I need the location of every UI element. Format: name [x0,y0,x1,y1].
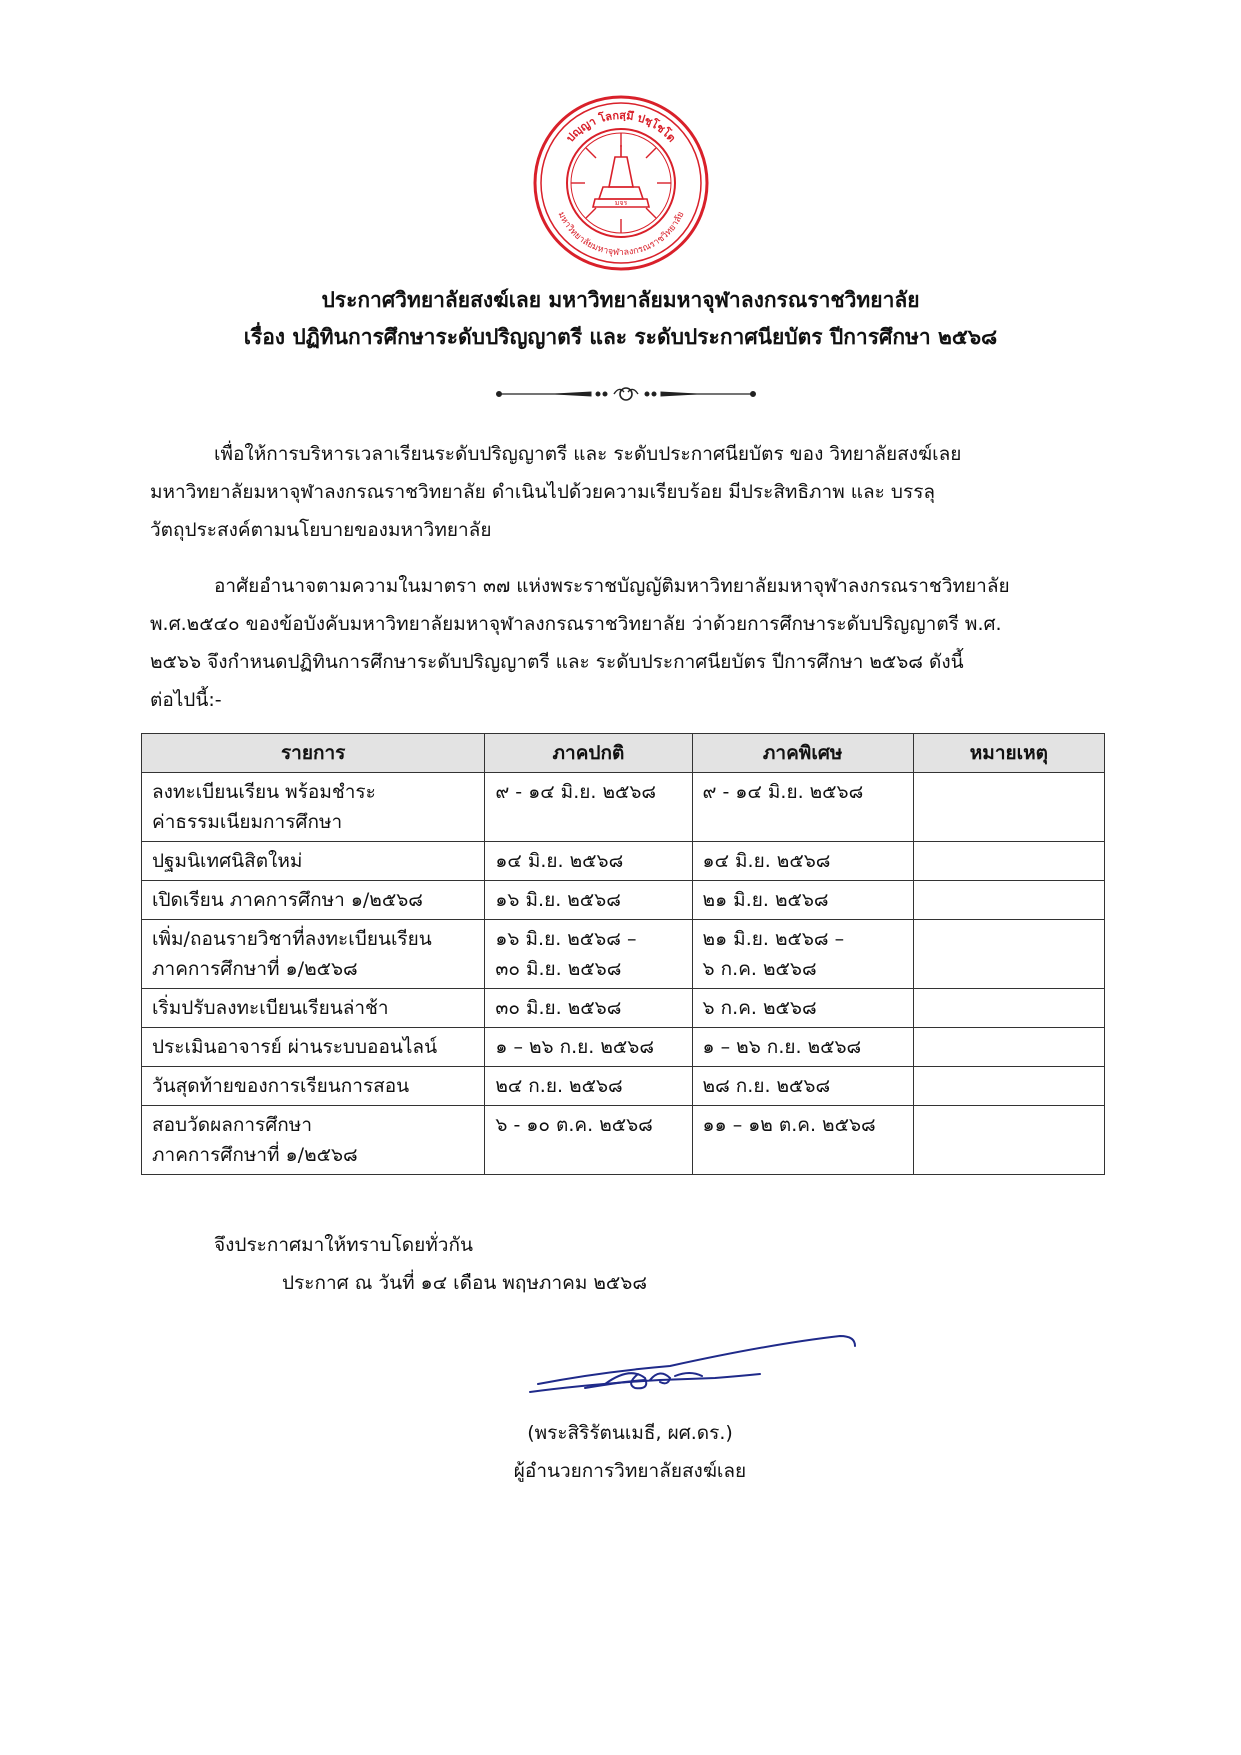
cell-text: ๖ - ๑๐ ต.ค. ๒๕๖๘ [495,1114,653,1136]
paragraph-line: วัตถุประสงค์ตามนโยบายของมหาวิทยาลัย [150,519,492,541]
row-note-cell [913,842,1104,881]
cell-text: เปิดเรียน ภาคการศึกษา ๑/๒๕๖๘ [152,889,423,911]
row-special-date-cell [692,881,913,920]
column-header-note: หมายเหตุ [913,734,1104,773]
cell-text: ๒๑ มิ.ย. ๒๕๖๘ – [702,928,845,950]
row-item-cell [142,842,485,881]
cell-text: เพิ่ม/ถอนรายวิชาที่ลงทะเบียนเรียน [152,928,432,950]
row-note-cell [913,881,1104,920]
cell-text: ภาคการศึกษาที่ ๑/๒๕๖๘ [152,958,358,980]
row-note-cell [913,773,1104,842]
row-note-cell [913,989,1104,1028]
row-regular-date-cell [485,1067,692,1106]
row-item-cell [142,773,485,842]
row-note-cell [913,1067,1104,1106]
cell-text: ๙ - ๑๔ มิ.ย. ๒๕๖๘ [702,781,864,803]
signatory-name: (พระสิริรัตนเมธี, ผศ.ดร.) [527,1422,733,1444]
cell-text: ๑๑ – ๑๒ ต.ค. ๒๕๖๘ [702,1114,876,1136]
announcement-title: ประกาศวิทยาลัยสงฆ์เลย มหาวิทยาลัยมหาจุฬาลงกรณราชวิทยาลัย [321,288,920,312]
cell-text: ประเมินอาจารย์ ผ่านระบบออนไลน์ [152,1036,438,1058]
column-header-item: รายการ [142,734,485,773]
seal-center-text: มจร [614,199,628,207]
paragraph-line: อาศัยอำนาจตามความในมาตรา ๓๗ แห่งพระราชบัญญัติมหาวิทยาลัยมหาจุฬาลงกรณราชวิทยาลัย [214,575,1010,597]
row-special-date-cell [692,920,913,989]
cell-text: ค่าธรรมเนียมการศึกษา [152,811,343,833]
paragraph-authority [150,567,1090,719]
cell-text: ๑๔ มิ.ย. ๒๕๖๘ [702,850,831,872]
row-item-cell [142,881,485,920]
cell-text: ๒๘ ก.ย. ๒๕๖๘ [702,1075,831,1097]
table-row [142,920,1105,989]
column-header-regular: ภาคปกติ [485,734,692,773]
cell-text: สอบวัดผลการศึกษา [152,1114,312,1136]
row-item-cell [142,1028,485,1067]
row-regular-date-cell [485,1028,692,1067]
cell-text: ๑ – ๒๖ ก.ย. ๒๕๖๘ [702,1036,862,1058]
row-item-cell [142,989,485,1028]
row-special-date-cell [692,842,913,881]
row-regular-date-cell [485,842,692,881]
table-row [142,773,1105,842]
row-regular-date-cell [485,1106,692,1175]
handwritten-signature [510,1322,860,1412]
paragraph-line: ต่อไปนี้:- [150,689,222,711]
table-header-row [142,734,1105,773]
row-special-date-cell [692,989,913,1028]
paragraph-line: พ.ศ.๒๕๔๐ ของข้อบังคับมหาวิทยาลัยมหาจุฬาลงกรณราชวิทยาลัย ว่าด้วยการศึกษาระดับปริญญาตรี พ.ศ. [150,613,1002,635]
cell-text: ๙ - ๑๔ มิ.ย. ๒๕๖๘ [495,781,657,803]
table-row [142,1067,1105,1106]
row-note-cell [913,920,1104,989]
table-body [142,773,1105,1175]
cell-text: ๖ ก.ค. ๒๕๖๘ [702,997,817,1019]
row-regular-date-cell [485,881,692,920]
cell-text: ๒๑ มิ.ย. ๒๕๖๘ [702,889,829,911]
row-regular-date-cell [485,920,692,989]
table-row [142,881,1105,920]
column-header-special: ภาคพิเศษ [692,734,913,773]
table-row [142,1106,1105,1175]
paragraph-purpose [150,435,1090,549]
row-special-date-cell [692,1028,913,1067]
row-note-cell [913,1028,1104,1067]
row-item-cell [142,1067,485,1106]
cell-text: ๑๖ มิ.ย. ๒๕๖๘ [495,889,621,911]
cell-text: ๒๔ ก.ย. ๒๕๖๘ [495,1075,623,1097]
table-row [142,1028,1105,1067]
row-regular-date-cell [485,989,692,1028]
row-special-date-cell [692,1067,913,1106]
cell-text: ๑ – ๒๖ ก.ย. ๒๕๖๘ [495,1036,654,1058]
cell-text: ๖ ก.ค. ๒๕๖๘ [702,958,817,980]
svg-text:มหาวิทยาลัยมหาจุฬาลงกรณราชวิทย [556,210,687,258]
cell-text: ๓๐ มิ.ย. ๒๕๖๘ [495,997,622,1019]
cell-text: ภาคการศึกษาที่ ๑/๒๕๖๘ [152,1144,358,1166]
cell-text: ปฐมนิเทศนิสิตใหม่ [152,850,303,872]
academic-calendar-table [141,733,1105,1175]
paragraph-line: มหาวิทยาลัยมหาจุฬาลงกรณราชวิทยาลัย ดำเนินไปด้วยความเรียบร้อย มีประสิทธิภาพ และ บรรลุ [150,481,936,503]
row-note-cell [913,1106,1104,1175]
announcement-date: ประกาศ ณ วันที่ ๑๔ เดือน พฤษภาคม ๒๕๖๘ [282,1272,648,1294]
row-special-date-cell [692,773,913,842]
university-seal-logo [533,95,709,271]
row-item-cell [142,920,485,989]
signatory-position: ผู้อำนวยการวิทยาลัยสงฆ์เลย [513,1460,747,1482]
closing-statement: จึงประกาศมาให้ทราบโดยทั่วกัน [214,1234,473,1256]
paragraph-line: เพื่อให้การบริหารเวลาเรียนระดับปริญญาตรี และ ระดับประกาศนียบัตร ของ วิทยาลัยสงฆ์เลย [214,443,962,465]
row-special-date-cell [692,1106,913,1175]
paragraph-line: ๒๕๖๖ จึงกำหนดปฏิทินการศึกษาระดับปริญญาตรี และ ระดับประกาศนียบัตร ปีการศึกษา ๒๕๖๘ ดังนี้ [150,651,964,673]
seal-bottom-text: มหาวิทยาลัยมหาจุฬาลงกรณราชวิทยาลัย [555,210,687,259]
table-row [142,842,1105,881]
row-regular-date-cell [485,773,692,842]
announcement-subject: เรื่อง ปฏิทินการศึกษาระดับปริญญาตรี และ ระดับประกาศนียบัตร ปีการศึกษา ๒๕๖๘ [243,325,998,349]
seal-top-text: ปญฺญา โลกสฺมึ ปชฺโชโต [563,108,679,145]
row-item-cell [142,1106,485,1175]
table-row [142,989,1105,1028]
cell-text: ๑๔ มิ.ย. ๒๕๖๘ [495,850,624,872]
cell-text: ๓๐ มิ.ย. ๒๕๖๘ [495,958,622,980]
cell-text: เริ่มปรับลงทะเบียนเรียนล่าช้า [152,997,389,1019]
ornament-divider-icon [495,384,757,404]
cell-text: วันสุดท้ายของการเรียนการสอน [152,1075,410,1097]
cell-text: ๑๖ มิ.ย. ๒๕๖๘ – [495,928,637,950]
cell-text: ลงทะเบียนเรียน พร้อมชำระ [152,781,376,803]
